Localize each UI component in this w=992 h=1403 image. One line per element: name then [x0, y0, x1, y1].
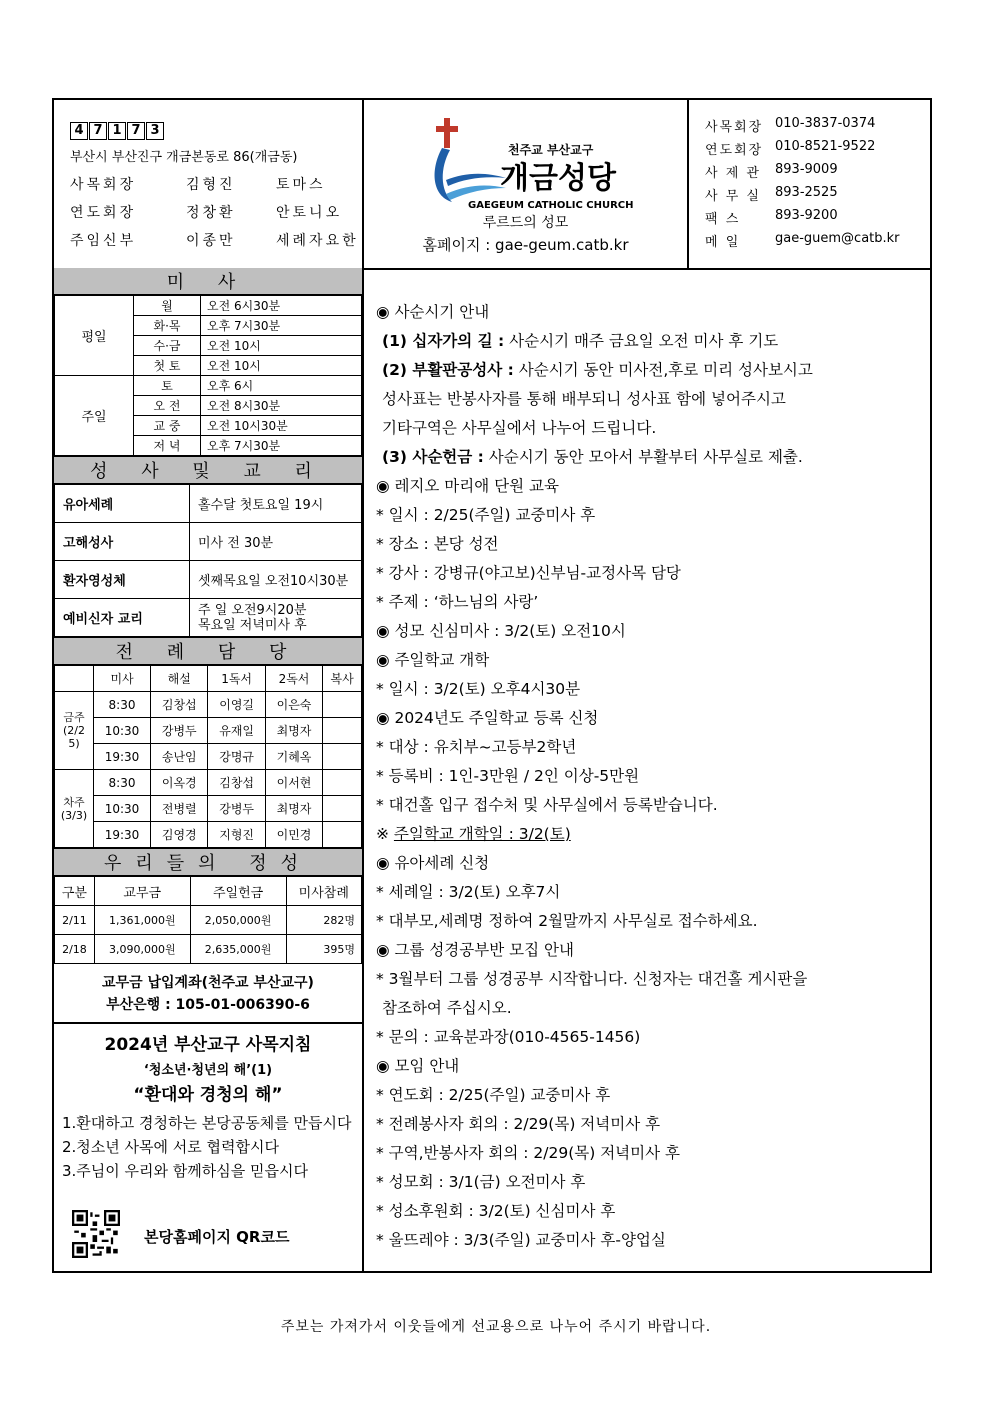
sacrament-row: [55, 561, 362, 599]
offerings-header-cell: 구분: [55, 877, 95, 906]
offerings-header-cell: 미사참례: [286, 877, 361, 906]
officer-title: 주임신부: [70, 233, 137, 249]
liturgy-cell: 이은숙: [265, 692, 322, 718]
mass-row: [55, 376, 362, 396]
sacrament-time: [190, 561, 362, 599]
notice-line: * 연도회 : 2/25(주일) 교중미사 후: [376, 1086, 611, 1104]
liturgy-cell: 이민경: [265, 822, 322, 848]
notice-line: * 전례봉사자 회의 : 2/29(목) 저녁미사 후: [376, 1115, 661, 1133]
offerings-cell: 1,361,000원: [94, 906, 190, 935]
contact-value: gae-guem@catb.kr: [775, 231, 900, 246]
mass-group-label: 주일: [55, 376, 134, 456]
postal-digit: 1: [108, 122, 126, 140]
contact-value: 893-9200: [775, 208, 838, 223]
homepage[interactable]: [364, 234, 687, 255]
qr-label: 본당홈페이지 QR코드: [144, 1228, 290, 1246]
officer-row: [70, 202, 362, 222]
notice-line: 성사표는 반봉사자를 통해 배부되니 성사표 함에 넣어주시고: [382, 390, 786, 408]
sacrament-row: [55, 599, 362, 637]
liturgy-title: 전 례 담 당: [54, 637, 362, 665]
contact-label: 연도회장: [705, 143, 764, 158]
offerings-cell: 2/11: [55, 906, 95, 935]
bulletin-frame: [52, 98, 932, 1273]
mass-row: [55, 296, 362, 316]
mass-table: [54, 295, 362, 456]
liturgy-cell: 지형진: [208, 822, 265, 848]
offerings-cell: 2,050,000원: [190, 906, 286, 935]
patron: 루르드의 성모: [482, 215, 569, 231]
sacrament-time: [190, 523, 362, 561]
sacrament-time: [190, 599, 362, 637]
liturgy-cell: [323, 796, 362, 822]
header-left: [54, 100, 364, 268]
liturgy-cell: 기혜옥: [265, 744, 322, 770]
liturgy-cell: 유재일: [208, 718, 265, 744]
officer-row: [70, 174, 362, 194]
contact-label: 사목회장: [705, 120, 764, 135]
contact-label: 사 무 실: [705, 189, 761, 204]
liturgy-cell: [323, 718, 362, 744]
notice-heading: ◉ 성모 신심미사 : 3/2(토) 오전10시: [376, 622, 626, 640]
mass-day: 첫 토: [134, 356, 201, 376]
liturgy-cell: 8:30: [94, 692, 151, 718]
liturgy-cell: 10:30: [94, 718, 151, 744]
logo-name: 개금성당: [500, 161, 616, 196]
offerings-row: [55, 935, 362, 964]
sacrament-time-line: 미사 전 30분: [198, 536, 274, 551]
qr-code-icon[interactable]: [72, 1210, 120, 1258]
liturgy-header-cell: 복사: [323, 666, 362, 692]
offerings-title: 우리들의 정성: [54, 848, 362, 876]
notice-line: * 3월부터 그룹 성경공부 시작합니다. 신청자는 대건홀 게시판을: [376, 970, 808, 988]
contact-row: [705, 162, 930, 180]
mass-time: 오전 6시30분: [201, 296, 362, 316]
offerings-row: [55, 906, 362, 935]
liturgy-cell: [323, 822, 362, 848]
sacrament-name: 고해성사: [55, 523, 190, 561]
liturgy-cell: 10:30: [94, 796, 151, 822]
liturgy-cell: 송난임: [151, 744, 208, 770]
postal-digit: 7: [89, 122, 107, 140]
sacrament-row: [55, 485, 362, 523]
officer-name: 정창환: [186, 205, 236, 221]
footer-note: 주보는 가져가서 이웃들에게 선교용으로 나누어 주시기 바랍니다.: [280, 1319, 712, 1335]
officer-title: 연도회장: [70, 205, 137, 221]
contact-row: [705, 139, 930, 157]
liturgy-cell: 최명자: [265, 796, 322, 822]
motto-title: 2024년 부산교구 사목지침: [104, 1035, 312, 1055]
notice-line: * 일시 : 2/25(주일) 교중미사 후: [376, 506, 596, 524]
contact-label: 팩 스: [705, 212, 741, 227]
notice-underlined: 주일학교 개학일 : 3/2(토): [393, 825, 571, 843]
offerings-cell: 395명: [286, 935, 361, 964]
liturgy-row: [55, 796, 362, 822]
officer-row: [70, 230, 362, 250]
contacts: [689, 100, 930, 268]
sacrament-name: 예비신자 교리: [55, 599, 190, 637]
notice-label: (2) 부활판공성사 :: [382, 361, 514, 379]
postal-digit: 4: [70, 122, 88, 140]
offerings-header-cell: 교무금: [94, 877, 190, 906]
sacrament-time: [190, 485, 362, 523]
notice-heading: ◉ 그룹 성경공부반 모집 안내: [376, 941, 574, 959]
homepage-url[interactable]: gae-geum.catb.kr: [495, 236, 629, 254]
notice-line: 기타구역은 사무실에서 나누어 드립니다.: [382, 419, 657, 437]
notice-line: * 장소 : 본당 성전: [376, 535, 499, 553]
notice-heading: ◉ 사순시기 안내: [376, 303, 490, 321]
notice-line: * 세례일 : 3/2(토) 오후7시: [376, 883, 561, 901]
mass-time: 오전 10시30분: [201, 416, 362, 436]
officer-baptismal: 토마스: [276, 177, 326, 193]
notice-heading: ◉ 2024년도 주일학교 등록 신청: [376, 709, 599, 727]
notice-line: 참조하여 주십시오.: [382, 999, 512, 1017]
liturgy-cell: 김영경: [151, 822, 208, 848]
liturgy-row: [55, 692, 362, 718]
mass-title: 미 사: [54, 268, 362, 295]
mass-time: 오후 7시30분: [201, 436, 362, 456]
logo-diocese: 천주교 부산교구: [508, 143, 594, 157]
liturgy-row: [55, 822, 362, 848]
motto-slogan: “환대와 경청의 해”: [133, 1085, 283, 1105]
liturgy-cell: 19:30: [94, 822, 151, 848]
liturgy-week-label: 금주(2/25): [55, 692, 94, 770]
officer-name: 김형진: [186, 177, 236, 193]
contact-value: 893-9009: [775, 162, 838, 177]
sacrament-time-line: 주 일 오전9시20분: [198, 602, 307, 618]
liturgy-cell: 김창섭: [151, 692, 208, 718]
liturgy-table: [54, 665, 362, 848]
mass-day: 교 중: [134, 416, 201, 436]
officer-baptismal: 안토니오: [276, 205, 343, 221]
mass-time: 오전 10시: [201, 336, 362, 356]
notice-line: * 구역,반봉사자 회의 : 2/29(목) 저녁미사 후: [376, 1144, 680, 1162]
address: 부산시 부산진구 개금본동로 86(개금동): [70, 150, 298, 165]
liturgy-cell: 8:30: [94, 770, 151, 796]
contact-row: [705, 116, 930, 134]
notice-heading: ◉ 모임 안내: [376, 1057, 460, 1075]
sacrament-name: 유아세례: [55, 485, 190, 523]
contact-label: 메 일: [705, 235, 741, 250]
officer-name: 이종만: [186, 233, 236, 249]
sacrament-name: 환자영성체: [55, 561, 190, 599]
sacraments-title: 성 사 및 교 리: [54, 456, 362, 484]
notice-line: * 성모회 : 3/1(금) 오전미사 후: [376, 1173, 586, 1191]
account-line2: 부산은행 : 105-01-006390-6: [106, 997, 310, 1013]
notice-label: (3) 사순헌금 :: [382, 448, 484, 466]
notice-line: * 대부모,세례명 정하여 2월말까지 사무실로 접수하세요.: [376, 912, 758, 930]
notice-line: [376, 820, 930, 849]
liturgy-cell: [323, 770, 362, 796]
mass-group-label: 평일: [55, 296, 134, 376]
left-column: [54, 268, 364, 1271]
liturgy-header-cell: 2독서: [265, 666, 322, 692]
contact-label: 사 제 관: [705, 166, 761, 181]
offerings-header-cell: 주일헌금: [190, 877, 286, 906]
mass-time: 오전 10시: [201, 356, 362, 376]
liturgy-cell: 강병두: [151, 718, 208, 744]
offerings-table: [54, 876, 362, 964]
offerings-header: [55, 877, 362, 906]
notice-line: [376, 443, 930, 472]
sacrament-row: [55, 523, 362, 561]
notice-line: * 강사 : 강병규(야고보)신부님-교정사목 담당: [376, 564, 681, 582]
motto-item: 3.주님이 우리와 함께하심을 믿읍시다: [62, 1162, 308, 1180]
contact-row: [705, 231, 930, 249]
liturgy-cell: [323, 692, 362, 718]
contact-row: [705, 208, 930, 226]
liturgy-cell: 이옥경: [151, 770, 208, 796]
notice-heading: ◉ 레지오 마리애 단원 교육: [376, 477, 559, 495]
sacrament-time-line: 목요일 저녁미사 후: [198, 617, 307, 633]
offerings-cell: 3,090,000원: [94, 935, 190, 964]
postal-digit: 7: [127, 122, 145, 140]
liturgy-week-label: 차주(3/3): [55, 770, 94, 848]
contact-row: [705, 185, 930, 203]
notice-mark: ※: [376, 825, 394, 843]
liturgy-header-cell: 해설: [151, 666, 208, 692]
liturgy-header: [55, 666, 362, 692]
mass-time: 오전 8시30분: [201, 396, 362, 416]
contact-value: 010-8521-9522: [775, 139, 876, 154]
liturgy-corner: [55, 666, 94, 692]
account-line1: 교무금 납입계좌(천주교 부산교구): [102, 975, 314, 991]
notices: [366, 268, 930, 1255]
mass-day: 월: [134, 296, 201, 316]
officers: [70, 174, 362, 250]
liturgy-row: [55, 718, 362, 744]
notice-line: [376, 327, 930, 356]
mass-day: 수·금: [134, 336, 201, 356]
notice-label: (1) 십자가의 길 :: [382, 332, 505, 350]
mass-day: 화·목: [134, 316, 201, 336]
notice-line: * 일시 : 3/2(토) 오후4시30분: [376, 680, 581, 698]
liturgy-cell: 이영길: [208, 692, 265, 718]
mass-day: 오 전: [134, 396, 201, 416]
liturgy-row: [55, 744, 362, 770]
liturgy-row: [55, 770, 362, 796]
notice-line: * 등록비 : 1인-3만원 / 2인 이상-5만원: [376, 767, 640, 785]
liturgy-header-cell: 1독서: [208, 666, 265, 692]
officer-title: 사목회장: [70, 177, 137, 193]
notice-heading: ◉ 주일학교 개학: [376, 651, 490, 669]
pastoral-guideline: [54, 1024, 362, 1183]
notice-line: * 울뜨레야 : 3/3(주일) 교중미사 후-양업실: [376, 1231, 666, 1249]
motto-subtitle: ‘청소년·청년의 해’(1): [143, 1063, 273, 1078]
header-center: [364, 100, 689, 268]
motto-items: [54, 1111, 362, 1183]
liturgy-cell: 전병렬: [151, 796, 208, 822]
officer-baptismal: 세례자요한: [276, 233, 359, 249]
liturgy-cell: 이서현: [265, 770, 322, 796]
notice-heading: ◉ 유아세례 신청: [376, 854, 490, 872]
liturgy-cell: 19:30: [94, 744, 151, 770]
notice-line: * 대상 : 유치부~고등부2학년: [376, 738, 577, 756]
notice-text: 사순시기 매주 금요일 오전 미사 후 기도: [504, 332, 779, 350]
liturgy-header-cell: 미사: [94, 666, 151, 692]
sacraments-table: [54, 484, 362, 637]
header: [54, 100, 930, 270]
liturgy-cell: 김창섭: [208, 770, 265, 796]
liturgy-cell: 강명규: [208, 744, 265, 770]
notice-text: 사순시기 동안 미사전,후로 미리 성사보시고: [513, 361, 813, 379]
notice-line: [376, 356, 930, 385]
notice-line: * 문의 : 교육분과장(010-4565-1456): [376, 1028, 641, 1046]
motto-item: 1.환대하고 경청하는 본당공동체를 만듭시다: [62, 1114, 352, 1132]
motto-item: 2.청소년 사목에 서로 협력합시다: [62, 1138, 279, 1156]
postal-digit: 3: [146, 122, 164, 140]
homepage-label: 홈페이지 :: [422, 236, 491, 254]
postal-code: [70, 122, 362, 140]
mass-time: 오후 6시: [201, 376, 362, 396]
notice-line: * 대건홀 입구 접수처 및 사무실에서 등록받습니다.: [376, 796, 718, 814]
notice-text: 사순시기 동안 모아서 부활부터 사무실로 제출.: [483, 448, 803, 466]
liturgy-cell: [323, 744, 362, 770]
mass-day: 저 녁: [134, 436, 201, 456]
offerings-cell: 2/18: [55, 935, 95, 964]
account-info: [54, 964, 362, 1024]
notice-line: * 성소후원회 : 3/2(토) 신심미사 후: [376, 1202, 616, 1220]
notice-line: * 주제 : ‘하느님의 사랑’: [376, 593, 539, 611]
mass-time: 오후 7시30분: [201, 316, 362, 336]
liturgy-cell: 강병두: [208, 796, 265, 822]
sacrament-time-line: 홀수달 첫토요일 19시: [198, 498, 324, 513]
contact-value: 893-2525: [775, 185, 838, 200]
offerings-cell: 2,635,000원: [190, 935, 286, 964]
church-logo-icon: [426, 110, 646, 214]
offerings-cell: 282명: [286, 906, 361, 935]
mass-day: 토: [134, 376, 201, 396]
logo-english: GAEGEUM CATHOLIC CHURCH: [468, 200, 634, 211]
contact-value: 010-3837-0374: [775, 116, 876, 131]
sacrament-time-line: 셋째목요일 오전10시30분: [198, 574, 349, 589]
liturgy-cell: 최명자: [265, 718, 322, 744]
